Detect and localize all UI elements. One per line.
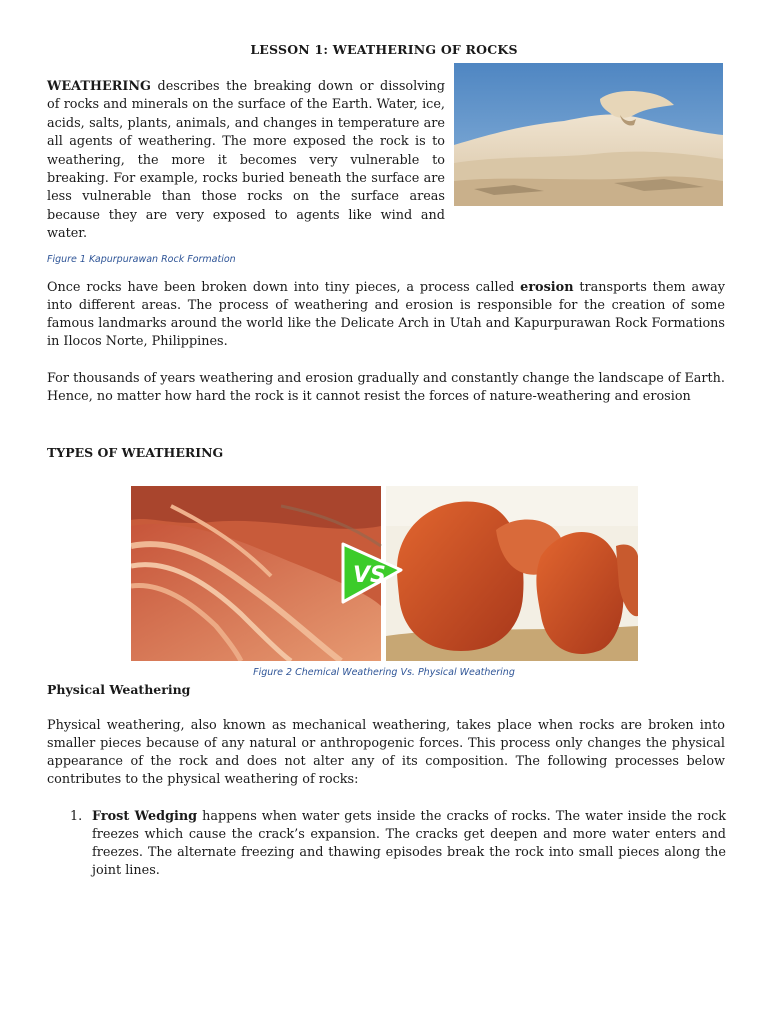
erosion-text-before: Once rocks have been broken down into tiny pieces, a process called: [47, 280, 521, 295]
kapurpurawan-rock-photo: [454, 63, 723, 206]
physical-weathering-paragraph: Physical weathering, also known as mechanical weathering, takes place when rocks are broken into smaller pieces because of any natural or anthropogenic forces. This process only changes the physical appearance of the rock and does not alter any of its composition. The following processes below contributes to the physical weathering of rocks:: [47, 718, 725, 787]
list-item-body: [92, 808, 726, 880]
lesson-title: LESSON 1: WEATHERING OF ROCKS: [250, 42, 518, 57]
erosion-text-after: transports them away into different areas. The process of weathering and erosion is responsible for the creation of some famous landmarks around the world like the Delicate Arch in Utah and Kapurpurawan Rock Formations in Ilocos Norte, Philippines.: [47, 280, 725, 349]
weathering-intro-paragraph: [47, 78, 445, 244]
figure-2-caption: Figure 2 Chemical Weathering Vs. Physical Weathering: [253, 667, 515, 678]
erosion-term: erosion: [520, 280, 574, 295]
types-of-weathering-heading: TYPES OF WEATHERING: [47, 445, 224, 460]
weathering-term: WEATHERING: [47, 79, 151, 94]
vs-label: VS: [353, 563, 386, 588]
list-item-number: 1.: [70, 809, 83, 824]
list-item: [70, 808, 726, 880]
physical-weathering-heading: Physical Weathering: [47, 682, 191, 697]
chemical-vs-physical-photo: [131, 486, 638, 661]
weathering-intro-text: describes the breaking down or dissolving of rocks and minerals on the surface of the Earth. Water, ice, acids, salts, plants, animals, and changes in temperature are all agents of weathering. The more exposed the rock is to weathering, the more it becomes very vulnerable to breaking. For example, rocks buried beneath the surface are less vulnerable than those rocks on the surface areas because they are very exposed to agents like wind and water.: [47, 79, 445, 242]
figure-1-caption: Figure 1 Kapurpurawan Rock Formation: [47, 254, 236, 265]
frost-wedging-term: Frost Wedging: [92, 809, 198, 824]
landscape-paragraph: For thousands of years weathering and erosion gradually and constantly change the landscape of Earth. Hence, no matter how hard the rock is it cannot resist the forces of nature-weathering and erosion: [47, 371, 725, 404]
erosion-paragraph: [47, 279, 725, 351]
frost-wedging-text: happens when water gets inside the cracks of rocks. The water inside the rock freezes which cause the crack’s expansion. The cracks get deepen and more water enters and freezes. The alternate freezing and thawing episodes break the rock into small pieces along the joint lines.: [92, 809, 727, 878]
